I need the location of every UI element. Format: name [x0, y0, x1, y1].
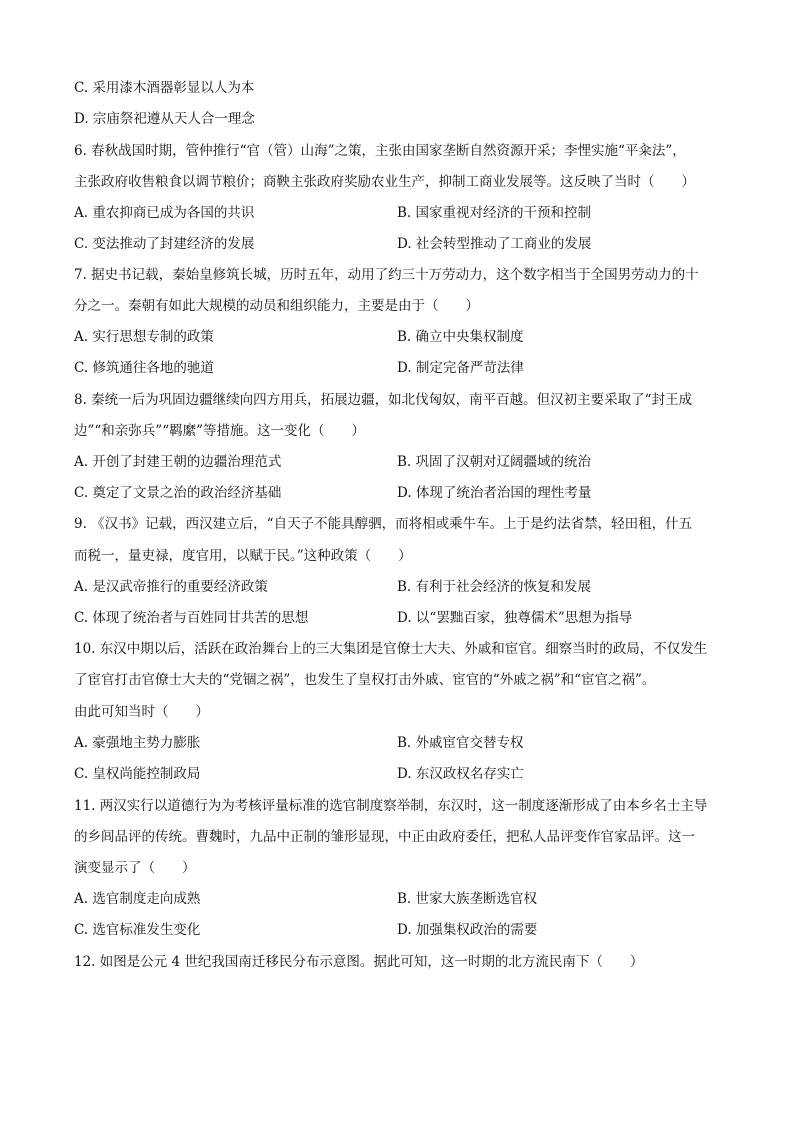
question-9-option-b: B. 有利于社会经济的恢复和发展 [397, 579, 592, 595]
question-11-option-a: A. 选官制度走向成熟 [74, 891, 201, 907]
question-11-option-b: B. 世家大族垄断选官权 [397, 891, 538, 907]
question-6-option-b: B. 国家重视对经济的干预和控制 [397, 205, 592, 221]
question-7-option-c: C. 修筑通往各地的驰道 [74, 360, 214, 376]
question-11-stem-line-2: 的乡闾品评的传统。曹魏时，九品中正制的雏形显现，中正由政府委任，把私人品评变作官家品评。这一 [74, 829, 695, 845]
question-10-option-a: A. 豪强地主势力膨胀 [74, 735, 201, 751]
question-9-stem-line-2: 而税一，量吏禄，度官用，以赋于民。”这种政策（ ） [74, 548, 412, 564]
question-6-option-d: D. 社会转型推动了工商业的发展 [397, 236, 592, 252]
question-6-option-c: C. 变法推动了封建经济的发展 [74, 236, 255, 252]
question-10-stem-line-3: 由此可知当时（ ） [74, 704, 209, 720]
question-6-stem-line-1: 6. 春秋战国时期，管仲推行“官（管）山海”之策，主张由国家垄断自然资源开采；李悝实施“平籴法”， [74, 143, 686, 159]
question-10-option-b: B. 外戚宦官交替专权 [397, 735, 524, 751]
carryover-option-d: D. 宗庙祭祀遵从天人合一理念 [74, 111, 255, 127]
question-10-option-d: D. 东汉政权名存实亡 [397, 766, 524, 782]
question-7-stem-line-1: 7. 据史书记载，秦始皇修筑长城，历时五年，动用了约三十万劳动力，这个数字相当于全国男劳动力的十 [74, 267, 699, 283]
question-8-stem-line-1: 8. 秦统一后为巩固边疆继续向四方用兵，拓展边疆，如北伐匈奴，南平百越。但汉初主要采取了“封王成 [74, 392, 693, 408]
question-7-option-a: A. 实行思想专制的政策 [74, 329, 214, 345]
question-11-stem-line-3: 演变显示了（ ） [74, 860, 196, 876]
question-7-stem-line-2: 分之一。秦朝有如此大规模的动员和组织能力，主要是由于（ ） [74, 298, 479, 314]
question-8-option-a: A. 开创了封建王朝的边疆治理范式 [74, 454, 282, 470]
question-9-option-d: D. 以“罢黜百家，独尊儒术”思想为指导 [397, 610, 633, 626]
question-7-option-d: D. 制定完备严苛法律 [397, 360, 524, 376]
question-8-stem-line-2: 边”“和亲弥兵”“羁縻”等措施。这一变化（ ） [74, 423, 366, 439]
question-11-option-c: C. 选官标准发生变化 [74, 922, 201, 938]
question-8-option-c: C. 奠定了文景之治的政治经济基础 [74, 485, 282, 501]
question-10-stem-line-1: 10. 东汉中期以后，活跃在政治舞台上的三大集团是官僚士大夫、外戚和宦官。细察当时的政局，不仅发生 [74, 641, 708, 657]
question-9-option-a: A. 是汉武帝推行的重要经济政策 [74, 579, 268, 595]
question-9-stem-line-1: 9. 《汉书》记载，西汉建立后，“自天子不能具醇驷，而将相或乘牛车。上于是约法省禁，轻田租，什五 [74, 516, 693, 532]
question-10-stem-line-2: 了宦官打击官僚士大夫的“党锢之祸”，也发生了皇权打击外戚、宦官的“外戚之祸”和“宦官之祸”。 [74, 672, 656, 688]
question-6-stem-line-2: 主张政府收售粮食以调节粮价；商鞅主张政府奖励农业生产，抑制工商业发展等。这反映了当时（ ） [74, 174, 695, 190]
question-6-option-a: A. 重农抑商已成为各国的共识 [74, 205, 255, 221]
question-11-stem-line-1: 11. 两汉实行以道德行为为考核评量标准的选官制度察举制，东汉时，这一制度逐渐形成了由本乡名士主导 [74, 798, 708, 814]
question-11-option-d: D. 加强集权政治的需要 [397, 922, 538, 938]
question-9-option-c: C. 体现了统治者与百姓同甘共苦的思想 [74, 610, 309, 626]
question-8-option-b: B. 巩固了汉朝对辽阔疆域的统治 [397, 454, 592, 470]
question-10-option-c: C. 皇权尚能控制政局 [74, 766, 201, 782]
question-8-option-d: D. 体现了统治者治国的理性考量 [397, 485, 592, 501]
question-12-stem-line-1: 12. 如图是公元 4 世纪我国南迁移民分布示意图。据此可知，这一时期的北方流民南下（ ） [74, 954, 644, 970]
question-7-option-b: B. 确立中央集权制度 [397, 329, 524, 345]
carryover-option-c: C. 采用漆木酒器彰显以人为本 [74, 80, 255, 96]
